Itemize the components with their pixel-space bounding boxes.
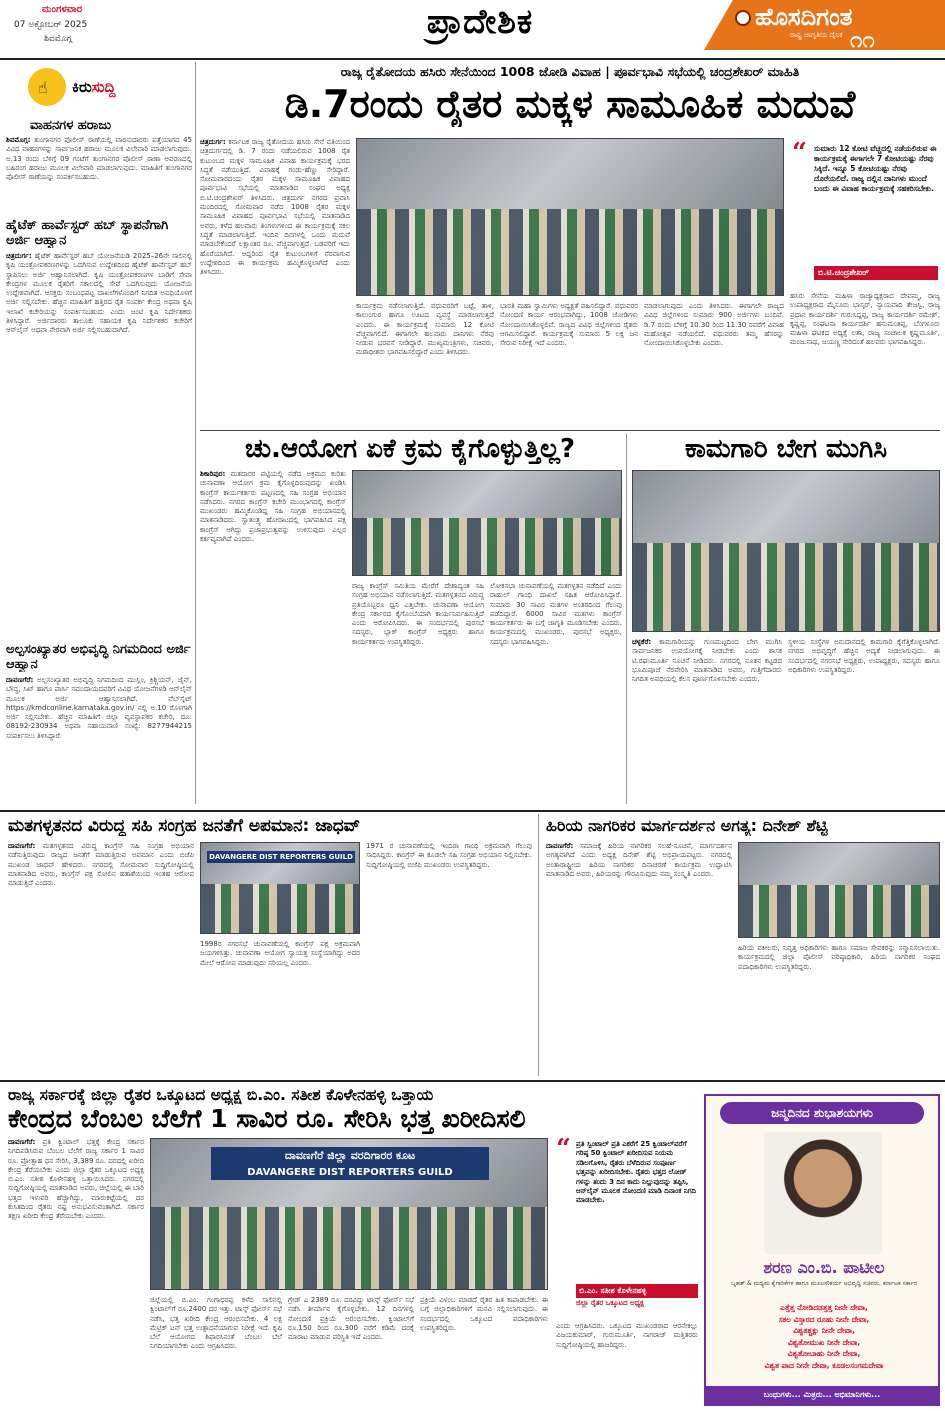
story6-col1 [8,1138,144,1408]
story4-col1-text: ಮತಗಳ್ಳತನದ ವಿರುದ್ಧ ಕಾಂಗ್ರೆಸ್ ಸಹಿ ಸಂಗ್ರಹ ಅಭಿಯಾನ ನಡೆಸುತ್ತಿರುವುದು ರಾಜ್ಯದ ಜನತೆಗೆ ಮಾಡುತ್ತಿರುವ ಅಪಮಾನ ಎಂದು ಬಿಜೆಪಿ ಮುಖಂಡ ಜಾಧವ್ ಹೇಳಿದರು. ನಗರದಲ್ಲಿ ಸೋಮವಾರ ಸುದ್ದಿಗೋಷ್ಠಿಯಲ್ಲಿ ಮಾತನಾಡಿದ ಅವರು, ಕಾಂಗ್ರೆಸ್ ಪಕ್ಷ ಸೋಲಿನ ಹತಾಶೆಯಿಂದ ಇಂತಹ ಆರೋಪ ಮಾಡುತ್ತಿದೆ ಎಂದರು. [8,842,194,888]
lead-col1-text: ಕರ್ನಾಟಕ ರಾಜ್ಯ ರೈತೋದಯ ಹಸಿರು ಸೇನೆ ವತಿಯಿಂದ ಚಿತ್ರದುರ್ಗದಲ್ಲಿ ಡಿ. 7 ರಂದು ನಡೆಯಲಿರುವ 1008 ರೈತ ಕುಟುಂಬದ ಮಕ್ಕಳ ಸಾಮೂಹಿಕ ವಿವಾಹ ಕಾರ್ಯಕ್ರಮಕ್ಕೆ ಭರದ ಸಿದ್ಧತೆ ನಡೆಯುತ್ತಿದೆ. ವಿವಾಹಕ್ಕೆ ಗಂಡು-ಹೆಣ್ಣು ಸೇರಿದ್ದಾರೆ. ಸೋಮವಾರದಂದು ರೈತರ ಮಕ್ಕಳ ಸಾಮೂಹಿಕ ವಿವಾಹದ ಪೂರ್ವಭಾವಿ ಸಭೆಯಲ್ಲಿ ಮಾತನಾಡಿದ ಸಂಘದ ಅಧ್ಯಕ್ಷ ಬಿ.ಟಿ.ಚಂದ್ರಶೇಖರ್ ತಿಳಿಸಿದರು. ಚಿತ್ರದುರ್ಗ ನಗರದ ಪ್ರವಾಸಿ ಮಂದಿರದಲ್ಲಿ ಸೋಮವಾರ ನಡೆದ 1008 ರೈತರ ಮಕ್ಕಳ ಸಾಮೂಹಿಕ ವಿವಾಹದ ಪೂರ್ವಭಾವಿ ಸಭೆಯಲ್ಲಿ ಮಾತನಾಡಿದ ಅವರು, ಕಳೆದ ಹಲವಾರು ತಿಂಗಳುಗಳಿಂದ ಈ ಕಾರ್ಯಕ್ರಮಕ್ಕೆ ಸಕಲ ಸಿದ್ಧತೆ ಮಾಡಲಾಗುತ್ತಿದೆ. ಇಂದಿನ ದಿನಗಳಲ್ಲಿ ಒಂದು ಮದುವೆ ಮಾಡಬೇಕೆಂದರೆ ಲಕ್ಷಾಂತರ ರೂ. ವೆಚ್ಚವಾಗುತ್ತದೆ. ಬಡವರಿಗೆ ಇದು ಹೊರೆಯಾಗಿದೆ. ಆದ್ದರಿಂದ ರೈತ ಕುಟುಂಬಗಳಿಗೆ ನೆರವಾಗುವ ಉದ್ದೇಶದಿಂದ ಈ ಕಾರ್ಯಕ್ರಮ ಹಮ್ಮಿಕೊಳ್ಳಲಾಗಿದೆ ಎಂದು ತಿಳಿಸಿದರು. [200,138,350,277]
brief2-body [6,252,192,640]
story3-headline: ಕಾಮಗಾರಿ ಬೇಗ ಮುಗಿಸಿ [684,434,888,464]
story5-col2: ಹಿರಿಯ ವಕೀಲರು, ನಿವೃತ್ತ ಅಧಿಕಾರಿಗಳು ಹಾಗೂ ಸಮಾಜ ಸೇವಕರನ್ನು ಸನ್ಮಾನಿಸಲಾಯಿತು. ಕಾರ್ಯಕ್ರಮದಲ್ಲಿ ಜಿಲ್ಲಾ ಪೊಲೀಸ್ ವರಿಷ್ಠಾಧಿಕಾರಿ, ಹಿರಿಯ ನಾಗರಿಕರ ಸಂಘದ ಪದಾಧಿಕಾರಿಗಳು ಉಪಸ್ಥಿತರಿದ್ದರು. [738,944,940,971]
ad-verse-5: ವಿಶ್ವತೋಬಾಹು ನೀನೇ ದೇವಾ, [787,1349,861,1358]
story3-col1 [632,638,782,804]
ad-name: ಶರಣ ಎಂ.ಬಿ. ಪಾಟೀಲ [763,1258,885,1277]
story4-headline: ಮತಗಳ್ಳತನದ ವಿರುದ್ಧ ಸಹಿ ಸಂಗ್ರಹ ಜನತೆಗೆ ಅಪಮಾನ: ಜಾಧವ್ [8,816,361,836]
story6-quote-text: ಪ್ರತಿ ಸ್ವಿಂಟಾಲ್ ಪ್ರತಿ ಎಕರೆಗೆ 25 ಕ್ವಿಂಟಾಲ್‌ವರೆಗೆ ಗರಿಷ್ಠ 50 ಕ್ವಿಂಟಾಲ್ ಖರೀದಿಸುವ ನಿಯಮ ಸಡಿಲಗೊಳಿಸಿ, ರೈತರು ಬೆಳೆದಿರುವ ಸಂಪೂರ್ಣ ಭತ್ತವನ್ನು ಖರೀದಿಸಬೇಕು. ರೈತರು ಭತ್ತದ ಲೋಡ್ ಗಳನ್ನು ತಂದು 3 ದಿನ ಕಾದು ನಿಲ್ಲುವುದನ್ನು ತಪ್ಪಿಸಿ, ಆನ್‌ಲೈನ್ ಮೂಲಕ ನೋಂದಣಿ ಮಾಡಿ ದಿನಾಂಕ ನಿಗದಿ ಮಾಡಬೇಕು. [576,1140,697,1205]
story2-col1-text: ಮತದಾರರ ಪಟ್ಟಿಯಲ್ಲಿ ನಡೆದ ಅಕ್ರಮದ ಕುರಿತು ಚುನಾವಣಾ ಆಯೋಗ ಕ್ರಮ ಕೈಗೊಳ್ಳದಿರುವುದನ್ನು ಖಂಡಿಸಿ ಕಾಂಗ್ರೆಸ್ ಕಾರ್ಯಕರ್ತರು ಪಟ್ಟಣದಲ್ಲಿ ಸಹಿ ಸಂಗ್ರಹ ಅಭಿಯಾನ ನಡೆಸಿದರು. ನಗರದ ಕಾಂಗ್ರೆಸ್ ಕಚೇರಿ ಮುಂಭಾಗದಲ್ಲಿ ಕಾಂಗ್ರೆಸ್ ಮುಖಂಡರು ಹಮ್ಮಿಕೊಂಡಿದ್ದ ಸಹಿ ಸಂಗ್ರಹ ಅಭಿಯಾನದಲ್ಲಿ ಮಾತನಾಡಿದರು. ಸ್ವಾತಂತ್ರ್ಯ ಹೋರಾಟದಲ್ಲಿ ಭಾಗವಹಿಸಿದ ಪಕ್ಷ ಕಾಂಗ್ರೆಸ್ ಆಗಿದ್ದು ಪ್ರಜಾಪ್ರಭುತ್ವವನ್ನು ಉಳಿಸುವುದು ಎಲ್ಲರ ಕರ್ತವ್ಯವಾಗಿದೆ ಎಂದರು. [200,470,346,544]
lead-headline: ಡಿ.7ರಂದು ರೈತರ ಮಕ್ಕಳ ಸಾಮೂಹಿಕ ಮದುವೆ [284,82,856,126]
lead-quote-author: ಬಿ.ಟಿ.ಚಂದ್ರಶೇಖರ್ [814,266,938,280]
story4-col2: 1998ರ ನಗರಸಭೆ ಚುನಾವಣೆಯಲ್ಲಿ ಕಾಂಗ್ರೆಸ್ ಪಕ್ಷ ಅಕ್ರಮವಾಗಿ ಜಯಗಳಿಸಿತ್ತು. ಚುನಾವಣಾ ಆಯೋಗ ಸ್ವಾಯತ್ತ ಸಂಸ್ಥೆಯಾಗಿದ್ದು ಅದರ ಮೇಲೆ ಆರೋಪ ಮಾಡುವುದು ಸರಿಯಲ್ಲ ಎಂದರು. [200,940,360,967]
brief1-text: ತುಂಗಾನಗರ ಪೊಲೀಸ್ ಠಾಣೆಯಲ್ಲಿ ವಾರಸುದಾರರು ಪತ್ತೆಯಾಗದ 45 ವಿವಿಧ ವಾಹನಗಳನ್ನು ಸಾರ್ವಜನಿಕ ಹರಾಜು ಮೂಲಕ ವಿಲೇವಾರಿ ಮಾಡಲಾಗುವುದು. ಅ.13 ರಂದು ಬೆಳಿಗ್ಗೆ 09 ಗಂಟೆಗೆ ತುಂಗಾನಗರ ಪೊಲೀಸ್ ಠಾಣಾ ಆವರಣದಲ್ಲಿ ಬಹಿರಂಗ ಹರಾಜು ಮೂಲಕ ವಿಲೇವಾರಿ ಮಾಡಲಾಗುವುದು. ಮಾಹಿತಿಗೆ ತುಂಗಾನಗರ ಪೊಲೀಸ್ ಠಾಣೆಯನ್ನು ಸಂಪರ್ಕಿಸಬಹುದು. [6,136,192,182]
brief3-dateline: ದಾವಣಗೆರೆ: [6,676,34,684]
section-title: ಪ್ರಾದೇಶಿಕ [426,2,534,42]
story6-col3: ಗ್ರೇಡ್ ಎ 2389 ರೂ. ದರವಿದ್ದು ಟಾಸ್ಕ್ ಫೋರ್ಸ್ ಸಭೆ ನಡೆಸಿ ತೀರ್ಮಾನ ಕೈಗೊಳ್ಳಬೇಕು. 12 ದಿನಗಳಲ್ಲಿ ನೋಂದಣಿ ಪ್ರಕ್ರಿಯೆ ಆರಂಭಿಸಬೇಕು. ಕ್ವಿಂಟಾಲ್‌ಗೆ ರೂ.150 ರಿಂದ ರೂ.300 ವರೆಗೆ ಕಡಿಮೆ ದರಕ್ಕೆ ಮಾರಾಟ ಮಾಡುವ ಪರಿಸ್ಥಿತಿ ಇದೆ ಎಂದರು. [288,1296,414,1342]
lead-col2: ಕಾರ್ಯಕ್ರಮ ನಡೆಸಲಾಗುತ್ತಿದೆ. ವಧುವರರಿಗೆ ಬಟ್ಟೆ, ತಾಳಿ, ಕಾಲುಂಗುರ ಹಾಗೂ ಊಟದ ವ್ಯವಸ್ಥೆ ಮಾಡಲಾಗುತ್ತದೆ ಎಂದರು. ಈ ಕಾರ್ಯಕ್ರಮಕ್ಕೆ ಸುಮಾರು 12 ಕೋಟಿ ವೆಚ್ಚವಾಗಲಿದೆ. ಈಗಾಗಲೇ ಹಲವಾರು ದಾನಿಗಳು ನೆರವು ನೀಡುವ ಭರವಸೆ ನೀಡಿದ್ದಾರೆ. ಮುಖ್ಯಮಂತ್ರಿಗಳು, ಸಚಿವರು, ಮಠಾಧೀಶರು ಭಾಗವಹಿಸಲಿದ್ದಾರೆ ಎಂದು ತಿಳಿಸಿದರು. [356,302,494,357]
story6-col5: ಎಂದು ಆಗ್ರಹಿಸಿದರು. ಒಕ್ಕೂಟದ ಮುಖಂಡರಾದ ಆರನೇಕಲ್ಲು ವಿಜಯಕುಮಾರ್, ಗುರುಮೂರ್ತಿ, ನಾಗರಾಜ್ ಮತ್ತಿತರರು ಸುದ್ದಿಗೋಷ್ಠಿಯಲ್ಲಿ ಹಾಜರಿದ್ದರು. [556,1322,698,1349]
lead-quote-box [790,138,940,286]
ad-portrait [764,1132,882,1254]
brief1-dateline: ಶಿವಮೊಗ್ಗ: [6,136,31,144]
paper-tagline: ರಾಷ್ಟ್ರ ಜಾಗೃತಿಯ ದೈನಿಕ [790,31,843,39]
day-label: ಮಂಗಳವಾರ [42,4,83,15]
brief1-headline: ವಾಹನಗಳ ಹರಾಜು [30,118,112,133]
story4-col3: 1971 ರ ಚುನಾವಣೆಯಲ್ಲಿ ಇಂದಿರಾ ಗಾಂಧಿ ಅಕ್ರಮವಾಗಿ ಗೆಲುವು ಸಾಧಿಸಿದ್ದರು. ಕಾಂಗ್ರೆಸ್ ಈ ಕೂಡಲೇ ಸಹಿ ಸಂಗ್ರಹ ಅಭಿಯಾನ ನಿಲ್ಲಿಸಬೇಕು. ಸುದ್ದಿಗೋಷ್ಠಿಯಲ್ಲಿ ಬಿಜೆಪಿ ಮುಖಂಡರು ಉಪಸ್ಥಿತರಿದ್ದರು. [366,842,532,869]
lead-quote-text: ಸುಮಾರು 12 ಕೋಟಿ ವೆಚ್ಚದಲ್ಲಿ ನಡೆಯಲಿರುವ ಈ ಕಾರ್ಯಕ್ರಮಕ್ಕೆ ಈಗಾಗಲೇ 7 ಕೋಟಿಯಷ್ಟು ನೆರವು ಸಿಕ್ಕಿದೆ. ಇನ್ನೂ 5 ಕೋಟಿಯಷ್ಟು ನೆರವು ದೊರೆಯಲಿದೆ. ರಾಜ್ಯ ದಲ್ಲಿನ ದಾನಿಗಳು ಮುಂದೆ ಬಂದು ಈ ವಿವಾಹ ಕಾರ್ಯಕ್ರಮಕ್ಕೆ ಸಹಕರಿಸಬೇಕು. [814,144,937,193]
story4-dateline: ದಾವಣಗೆರೆ: [8,842,36,850]
brief3-body [6,676,192,804]
story4-col1 [8,842,194,1074]
masthead [0,0,945,58]
ad-verse-3: ವಿಶ್ವತಶ್ಚಕ್ಷು ನೀನೇ ದೇವಾ, [793,1326,855,1335]
ad-verse-6: ವಿಶ್ವತ ಪಾದ ನೀನೇ ದೇವಾ, ಕೂಡಲಸಂಗಮದೇವಾ [764,1360,884,1370]
ad-verses [714,1302,934,1371]
ad-footer: ಬಂಧುಗಳು... ಮಿತ್ರರು... ಅಭಿಮಾನಿಗಳು... [706,1386,938,1404]
story3-col1-text: ಕಾಮಗಾರಿಯನ್ನು ಗುಣಮಟ್ಟದಿಂದ ಬೇಗ ಮುಗಿಸಿ ಸಾರ್ವಜನಿಕರ ಉಪಯೋಗಕ್ಕೆ ನೀಡಬೇಕು ಎಂದು ಶಾಸಕ ಟಿ.ರಘುಮೂರ್ತಿ ಸೂಚನೆ ನೀಡಿದರು. ನಗರದಲ್ಲಿ ನೂತನ ಕಟ್ಟಡದ ಭೂಮಿಪೂಜೆ ನೆರವೇರಿಸಿ ಮಾತನಾಡಿದ ಅವರು, ಗುತ್ತಿಗೆದಾರರು ನಿಗದಿತ ಅವಧಿಯಲ್ಲಿ ಕೆಲಸ ಪೂರ್ಣಗೊಳಿಸಬೇಕು ಎಂದರು. [632,638,782,684]
city-label: ಶಿವಮೊಗ್ಗ [44,34,72,44]
brief3-headline: ಅಲ್ಪಸಂಖ್ಯಾತರ ಅಭಿವೃದ್ಧಿ ನಿಗಮದಿಂದ ಅರ್ಜಿ ಆಹ್ವಾನ [6,642,191,672]
story3-col2: ಸ್ಥಳೀಯ ಸಂಸ್ಥೆಗಳ ಅನುದಾನದಲ್ಲಿ ಕಾಮಗಾರಿ ಕೈಗೆತ್ತಿಕೊಳ್ಳಲಾಗಿದೆ. ನಗರದ ಅಭಿವೃದ್ಧಿಗೆ ಹೆಚ್ಚಿನ ಆದ್ಯತೆ ನೀಡಲಾಗುವುದು. ಈ ಸಂದರ್ಭದಲ್ಲಿ ನಗರಸಭೆ ಅಧ್ಯಕ್ಷರು, ಉಪಾಧ್ಯಕ್ಷರು, ಸದಸ್ಯರು ಹಾಗೂ ಅಧಿಕಾರಿಗಳು ಉಪಸ್ಥಿತರಿದ್ದರು. [788,638,940,674]
briefs-column [4,64,194,804]
hand-icon: ☝ [38,78,48,97]
lead-photo [356,138,784,296]
story6-quote-role: ಜಿಲ್ಲಾ ರೈತರ ಒಕ್ಕೂಟದ ಅಧ್ಯಕ್ಷ [576,1299,644,1307]
lead-col5: ಹಸಿರು ಸೇನೆಯ ಮಹಿಳಾ ರಾಜ್ಯಾಧ್ಯಕ್ಷರಾದ ದೇವಮ್ಮ, ರಾಜ್ಯ ಉಪಾಧ್ಯಕ್ಷರಾದ ಮೈಸೂರು ಭಾಸ್ಕರ್, ನ್ಯಾಯವಾದಿ ತೇಜಸ್ವಿ, ರಾಜ್ಯ ಪ್ರಧಾನ ಕಾರ್ಯದರ್ಶಿ ಗುರುಸಿದ್ದಪ್ಪ, ರಾಜ್ಯ ಕಾರ್ಯದರ್ಶಿ ರಮೇಶ್, ಕೃಷ್ಣಪ್ಪ, ಸಂಘಟನಾ ಕಾರ್ಯದರ್ಶಿ ಹನುಮಂತಪ್ಪ, ಬೆಂಗಳೂರು ಮಹಿಳಾ ಘಟಕದ ಅಧ್ಯಕ್ಷೆ ಲತಾ, ರಾಜ್ಯ ಸಂಚಾಲಕ ಕೃಷ್ಣಮೂರ್ತಿ, ಮಂಜುನಾಥ, ಜಯಣ್ಣ ಸೇರಿದಂತೆ ಹಲವರು ಭಾಗವಹಿಸಿದ್ದರು. [790,292,940,347]
story6-headline: ಕೇಂದ್ರದ ಬೆಂಬಲ ಬೆಲೆಗೆ 1 ಸಾವಿರ ರೂ. ಸೇರಿಸಿ ಭತ್ತ ಖರೀದಿಸಲಿ [8,1104,526,1133]
story6-col4: ಪ್ರಕ್ರಿಯೆ ವಿಳಂಬ ಮಾಡದೆ ರೈತರ ಹಿತ ಕಾಪಾಡಬೇಕು. ಈ ಬಗ್ಗೆ ಜಿಲ್ಲಾಧಿಕಾರಿಗಳಿಗೆ ಮನವಿ ಸಲ್ಲಿಸಲಾಗುವುದು. ಈ ಸಂದರ್ಭದಲ್ಲಿ ಒಕ್ಕೂಟದ ಪದಾಧಿಕಾರಿಗಳು ಉಪಸ್ಥಿತರಿದ್ದರು. [420,1296,548,1332]
brief-logo-text [72,78,116,96]
brief-logo-word2: ಸುದ್ದಿ [91,78,116,96]
brief2-text: ಹೈಟೆಕ್ ಹಾರ್ವೆಸ್ಟರ್ ಹಬ್ ಯೋಜನೆಯಡಿ 2025–26ನೇ ಸಾಲಿನಲ್ಲಿ ಕೃಷಿ ಯಂತ್ರೋಪಕರಣಗಳನ್ನು ಒದಗಿಸುವ ಉದ್ದೇಶದಿಂದ ಹೈಟೆಕ್ ಹಾರ್ವೆಸ್ಟರ್ ಹಬ್ ಸ್ಥಾಪಿಸಲು ಅರ್ಜಿ ಆಹ್ವಾನಿಸಲಾಗಿದೆ. ಕೃಷಿ ಯಂತ್ರೋಪಕರಣಗಳ ಬಾಡಿಗೆ ಸೇವಾ ಕೇಂದ್ರಗಳ ಮೂಲಕ ರೈತರಿಗೆ ಸಕಾಲದಲ್ಲಿ ಸೇವೆ ಒದಗಿಸುವುದು ಯೋಜನೆಯ ಉದ್ದೇಶವಾಗಿದೆ. ಆಸಕ್ತರು ಸಂಬಂಧಪಟ್ಟ ದಾಖಲೆಗಳೊಂದಿಗೆ ನಿಗದಿತ ಅವಧಿಯೊಳಗೆ ಅರ್ಜಿ ಸಲ್ಲಿಸಬೇಕು. ಹೆಚ್ಚಿನ ಮಾಹಿತಿಗೆ ಹತ್ತಿರದ ರೈತ ಸಂಪರ್ಕ ಕೇಂದ್ರ ಅಥವಾ ಕೃಷಿ ಇಲಾಖೆ ಕಚೇರಿಯನ್ನು ಸಂಪರ್ಕಿಸಬಹುದು ಎಂದು ಜಂಟಿ ಕೃಷಿ ನಿರ್ದೇಶಕರು ತಿಳಿಸಿದ್ದಾರೆ. ಅರ್ಜಿದಾರರು ತಾಲೂಕು ಸಹಾಯಕ ಕೃಷಿ ನಿರ್ದೇಶಕರ ಕಚೇರಿಗೆ ಆನ್‌ಲೈನ್ ಅಥವಾ ನೇರವಾಗಿ ಅರ್ಜಿ ಸಲ್ಲಿಸಬಹುದಾಗಿದೆ. [6,252,192,335]
story5-headline: ಹಿರಿಯ ನಾಗರಿಕರ ಮಾರ್ಗದರ್ಶನ ಅಗತ್ಯ: ದಿನೇಶ್ ಶೆಟ್ಟಿ [546,816,828,835]
story6-quote-author: ಬಿ.ಎಂ. ಸತೀಶ ಕೊಳೇನಹಳ್ಳಿ [576,1284,698,1298]
story2-col1 [200,470,346,804]
ad-verse-1: ಎತ್ತೆತ್ತ ನೋಡಿದಡತ್ತತ್ತ ನೀನೇ ದೇವಾ, [780,1303,868,1312]
story4-photo [200,842,360,934]
story6-col1-text: ಪ್ರತಿ ಕ್ವಿಂಟಾಲ್ ಭತ್ತಕ್ಕೆ ಕೇಂದ್ರ ಸರ್ಕಾರ ನಿಗದಿಪಡಿಸಿರುವ ಬೆಂಬಲ ಬೆಲೆಗೆ ರಾಜ್ಯ ಸರ್ಕಾರ 1 ಸಾವಿರ ರೂ. ಪ್ರೋತ್ಸಾಹ ಧನ ಸೇರಿಸಿ, 3,389 ರೂ. ದರದಲ್ಲಿ ಖರೀದಿ ಕೇಂದ್ರ ತೆರೆಯಬೇಕು ಎಂದು ಜಿಲ್ಲಾ ರೈತರ ಒಕ್ಕೂಟದ ಅಧ್ಯಕ್ಷ ಬಿ.ಎಂ. ಸತೀಶ ಕೊಳೇನಹಳ್ಳಿ ಒತ್ತಾಯಿಸಿದರು. ನಗರದಲ್ಲಿ ಸುದ್ದಿಗೋಷ್ಠಿಯಲ್ಲಿ ಮಾತನಾಡಿದ ಅವರು, ಜಿಲ್ಲೆಯಲ್ಲಿ ಈ ಬಾರಿ ಭತ್ತದ ಇಳುವರಿ ಹೆಚ್ಚಾಗಿದ್ದು, ಮಾರುಕಟ್ಟೆಯಲ್ಲಿ ದರ ಕುಸಿತದಿಂದ ರೈತರು ನಷ್ಟ ಅನುಭವಿಸುವಂತಾಗಿದೆ. ಸರ್ಕಾರ ತಕ್ಷಣ ಖರೀದಿ ಕೇಂದ್ರ ತೆರೆಯಬೇಕು ಎಂದರು. [8,1138,144,1221]
lead-col3: ಭಾರತಿ ಮಹಾ ಸ್ವಾಮಿಗಳು ಅಧ್ಯಕ್ಷತೆ ವಹಿಸಲಿದ್ದಾರೆ. ವಧುವರರ ನೋಂದಣಿ ಕಾರ್ಯ ಆರಂಭವಾಗಿದ್ದು, 1008 ಜೋಡಿಗಳು ನೋಂದಾಯಿಸಿಕೊಳ್ಳಲಿವೆ. ರಾಜ್ಯದ ವಿವಿಧ ಜಿಲ್ಲೆಗಳಿಂದ ರೈತರು ಆಗಮಿಸಲಿದ್ದಾರೆ. ಕಾರ್ಯಕ್ರಮಕ್ಕೆ ಸುಮಾರು 5 ಲಕ್ಷ ಜನ ಸೇರುವ ನಿರೀಕ್ಷೆ ಇದೆ ಎಂದರು. [500,302,638,348]
ad-title: ಜನ್ಮದಿನದ ಶುಭಾಶಯಗಳು [720,1102,924,1124]
lead-dateline: ಚಿತ್ರದುರ್ಗ: [200,138,226,146]
story3-photo [632,470,940,632]
story6-photo [150,1138,548,1290]
lead-col1 [200,138,350,426]
page-number: ೧೧ [850,28,875,53]
story5-col1 [546,842,732,1074]
brief2-headline: ಹೈಟೆಕ್ ಹಾರ್ವೆಸ್ಟರ್ ಹಬ್ ಸ್ಥಾಪನೆಗಾಗಿ ಅರ್ಜಿ ಆಹ್ವಾನ [6,218,169,248]
ad-verse-4: ವಿಶ್ವತೋಮುಖ ನೀನೇ ದೇವಾ, [787,1337,861,1347]
quote-icon: “ [792,138,807,168]
story6-quote-icon: “ [556,1134,571,1164]
brand-logo-icon [735,10,751,26]
story6-col2: ಜಿಲ್ಲೆಯಲ್ಲಿ ಬಿ.ಎಂ. ಗಂಗಾಧರಪ್ಪ ಕಳೆದ ಸಾಲಿನಲ್ಲಿ ಕ್ವಿಂಟಾಲ್‌ಗೆ ರೂ.2400 ದರ ಇತ್ತು. ಟಾಸ್ಕ್ ಫೋರ್ಸ್ ಸಭೆ ನಡೆಸಿ, ಭತ್ತ ಖರೀದಿ ಕೇಂದ್ರ ಆರಂಭಿಸಬೇಕು. 4 ಲಕ್ಷ ಮೆಟ್ರಿಕ್ ಟನ್ ಭತ್ತ ಉತ್ಪಾದನೆಯಾಗುವ ನಿರೀಕ್ಷೆ ಇದೆ. ಕೃಷಿ ಬೆಲೆ ಆಯೋಗದ ಶಿಫಾರಸಿನಂತೆ ಬೆಂಬಲ ಬೆಲೆ ನಿಗದಿಯಾಗಬೇಕು ಎಂದು ಆಗ್ರಹಿಸಿದರು. [150,1296,282,1351]
story3-dateline: ಚಳ್ಳಕೆರೆ: [632,638,652,646]
story2-dateline: ಶಿಕಾರಿಪುರ: [200,470,226,478]
lead-col4: ಮಾಡಲಾಗುವುದು ಎಂದು ತಿಳಿಸಿದರು. ಈಗಾಗಲೇ ರಾಜ್ಯದ ವಿವಿಧ ಜಿಲ್ಲೆಗಳಿಂದ ಸುಮಾರು 900 ಅರ್ಜಿಗಳು ಬಂದಿವೆ. ಡಿ.7 ರಂದು ಬೆಳಿಗ್ಗೆ 10.30 ರಿಂದ 11.30 ರವರೆಗೆ ವಿವಾಹ ಮಹೋತ್ಸವ ನಡೆಯಲಿದೆ. ವಧುವರರು ತಮ್ಮ ಹೆಸರನ್ನು ನೋಂದಾಯಿಸಿಕೊಳ್ಳಬೇಕು ಎಂದರು. [644,302,784,348]
story2-headline: ಚು.ಆಯೋಗ ಏಕೆ ಕ್ರಮ ಕೈಗೊಳ್ಳುತ್ತಿಲ್ಲ? [244,434,576,464]
date-label: 07 ಅಕ್ಟೋಬರ್ 2025 [14,20,88,30]
story5-photo [738,842,940,938]
story6-kicker: ರಾಜ್ಯ ಸರ್ಕಾರಕ್ಕೆ ಜಿಲ್ಲಾ ರೈತರ ಒಕ್ಕೂಟದ ಅಧ್ಯಕ್ಷ ಬಿ.ಎಂ. ಸತೀಶ ಕೊಳೇನಹಳ್ಳಿ ಒತ್ತಾಯ [8,1086,434,1104]
story2-photo [352,470,622,576]
story4-banner: DAVANGERE DIST REPORTERS GUILD [207,851,355,863]
birthday-ad [704,1094,940,1406]
brief2-dateline: ಚಿತ್ರದುರ್ಗ: [6,252,32,260]
story6-dateline: ದಾವಣಗೆರೆ: [8,1138,36,1146]
ad-subtitle: ಬೃಹತ್ & ಮಧ್ಯಮ ಕೈಗಾರಿಕೆಗಳ ಹಾಗೂ ಮೂಲಸೌಕರ್ಯ ಅಭಿವೃದ್ಧಿ ಸಚಿವರು, ಕರ್ನಾಟಕ ಸರ್ಕಾರ [731,1280,917,1287]
brief-logo-word1: ಕಿರು [72,78,92,96]
story6-banner-kn: ದಾವಣಗೆರೆ ಜಿಲ್ಲಾ ವರದಿಗಾರರ ಕೂಟ [211,1147,489,1165]
story5-col1-text: ಸಮಾಜಕ್ಕೆ ಹಿರಿಯ ನಾಗರಿಕರ ಸಲಹೆ-ಸೂಚನೆ, ಮಾರ್ಗದರ್ಶನ ಅಗತ್ಯವಾಗಿದೆ ಎಂದು ಅಧ್ಯಕ್ಷ ದಿನೇಶ್ ಶೆಟ್ಟಿ ಅಭಿಪ್ರಾಯಪಟ್ಟರು. ನಗರದಲ್ಲಿ ಅಂತಾರಾಷ್ಟ್ರೀಯ ಹಿರಿಯ ನಾಗರಿಕರ ದಿನಾಚರಣೆ ಕಾರ್ಯಕ್ರಮ ಉದ್ಘಾಟಿಸಿ ಮಾತನಾಡಿದ ಅವರು, ಹಿರಿಯರನ್ನು ಗೌರವಿಸುವುದು ನಮ್ಮ ಸಂಸ್ಕೃತಿ ಎಂದರು. [546,842,732,878]
story6-banner-en: DAVANGERE DIST REPORTERS GUILD [211,1165,489,1180]
story2-col3: ಲೋಕಸಭಾ ಚುನಾವಣೆಯಲ್ಲಿ ಮತಗಳ್ಳತನ ನಡೆದಿದೆ ಎಂದು ರಾಹುಲ್ ಗಾಂಧಿ ದಾಖಲೆ ಸಹಿತ ಆರೋಪಿಸಿದ್ದಾರೆ. ಸುಮಾರು 30 ಸಾವಿರ ಮತಗಳ ಅಂತರದಿಂದ ಗೆಲುವು ಪಡೆದಿದ್ದಾರೆ. 6000 ಸಾವಿರ ಮತಗಳು ಕಾಂಗ್ರೆಸ್ ಕಾರ್ಯಕರ್ತರು ಈ ಬಗ್ಗೆ ಜಾಗೃತಿ ಮೂಡಿಸಬೇಕು ಎಂದರು. ಕಾರ್ಯಕ್ರಮದಲ್ಲಿ ಮುಖಂಡರು, ಪುರಸಭೆ ಅಧ್ಯಕ್ಷರು, ಸದಸ್ಯರು ಭಾಗವಹಿಸಿದ್ದರು. [490,582,622,646]
brief1-body [6,136,192,212]
ad-verse-2: ಸಕಲ ವಿಸ್ತಾರದ ರೂಹು ನೀನೇ ದೇವಾ, [778,1314,870,1324]
lead-kicker: ರಾಜ್ಯ ರೈತೋದಯ ಹಸಿರು ಸೇನೆಯಿಂದ 1008 ಜೋಡಿ ವಿವಾಹ | ಪೂರ್ವಭಾವಿ ಸಭೆಯಲ್ಲಿ ಚಂದ್ರಶೇಖರ್ ಮಾಹಿತಿ [340,64,800,79]
brief3-text: ಅಲ್ಪಸಂಖ್ಯಾತರ ಅಭಿವೃದ್ಧಿ ನಿಗಮದಿಂದ ಮುಸ್ಲಿಂ, ಕ್ರಿಶ್ಚಿಯನ್, ಜೈನ್, ಬೌದ್ಧ, ಸಿಖ್ ಹಾಗೂ ಪಾರ್ಸಿ ಸಮುದಾಯದವರಿಗೆ ವಿವಿಧ ಯೋಜನೆಗಳಡಿ ಆನ್‌ಲೈನ್ ಮೂಲಕ ಅರ್ಜಿ ಆಹ್ವಾನಿಸಲಾಗಿದೆ. ವೆಬ್‌ಸೈಟ್ https://kmdconline.karnataka.gov.in/ ನಲ್ಲಿ ಅ.10 ರೊಳಗಾಗಿ ಅರ್ಜಿ ಸಲ್ಲಿಸಬೇಕು. ಹೆಚ್ಚಿನ ಮಾಹಿತಿಗೆ ಜಿಲ್ಲಾ ವ್ಯವಸ್ಥಾಪಕರ ಕಚೇರಿ, ದೂ: 08192-230934 ಅಥವಾ ಸಹಾಯವಾಣಿ ಸಂಖ್ಯೆ: 8277944215 ಸಂಪರ್ಕಿಸಲು ತಿಳಿಸಿದ್ದಾರೆ. [6,676,192,740]
story5-dateline: ದಾವಣಗೆರೆ: [546,842,574,850]
story6-quote-box [556,1134,698,1318]
paper-name: ಹೊಸದಿಗಂತ [755,3,853,31]
story2-col2: ರಾಜ್ಯ ಕಾಂಗ್ರೆಸ್ ಸಮಿತಿಯ ಮೇರೆಗೆ ದೇಶಾದ್ಯಂತ ಸಹಿ ಸಂಗ್ರಹ ಅಭಿಯಾನ ನಡೆಸಲಾಗುತ್ತಿದೆ. ಮತಗಳ್ಳತನದ ವಿರುದ್ಧ ಪ್ರತಿಯೊಬ್ಬರೂ ಧ್ವನಿ ಎತ್ತಬೇಕು. ಚುನಾವಣಾ ಆಯೋಗ ಕೇಂದ್ರ ಸರ್ಕಾರದ ಕೈಗೊಂಬೆಯಾಗಿ ಕಾರ್ಯನಿರ್ವಹಿಸುತ್ತಿದೆ ಎಂದು ಆರೋಪಿಸಿದರು. ಈ ಸಂದರ್ಭದಲ್ಲಿ ಪುರಸಭೆ ಸದಸ್ಯರು, ಬ್ಲಾಕ್ ಕಾಂಗ್ರೆಸ್ ಅಧ್ಯಕ್ಷರು ಹಾಗೂ ಕಾರ್ಯಕರ್ತರು ಉಪಸ್ಥಿತರಿದ್ದರು. [352,582,484,646]
